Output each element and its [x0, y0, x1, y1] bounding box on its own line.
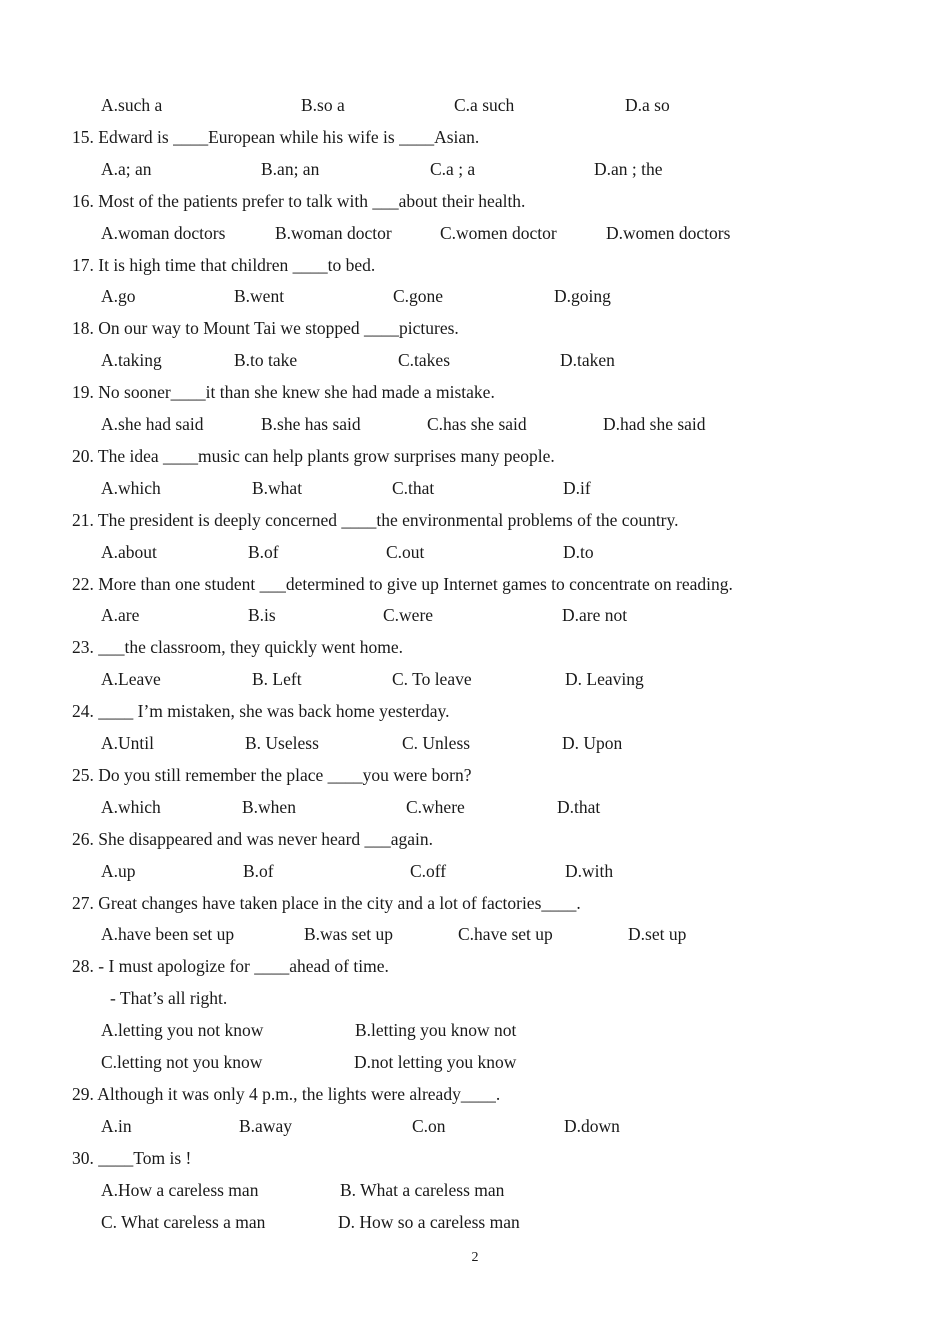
- answer-option: B.was set up: [304, 924, 393, 945]
- question-text: [0, 950, 950, 982]
- answer-option: C.off: [410, 860, 447, 881]
- answer-option: D.an ; the: [594, 158, 663, 179]
- question-text: [0, 568, 950, 600]
- options-row: [0, 153, 950, 185]
- question-stem: 16. Most of the patients prefer to talk with ___about their health.: [72, 190, 526, 211]
- answer-option: D.women doctors: [606, 222, 731, 243]
- options-row: [0, 663, 950, 695]
- answer-option: B.letting you know not: [355, 1020, 517, 1041]
- answer-option: A.in: [101, 1115, 132, 1136]
- question-stem: 15. Edward is ____European while his wife is ____Asian.: [72, 126, 480, 147]
- answer-option: D.taken: [560, 350, 615, 371]
- answer-option: C.letting not you know: [101, 1052, 263, 1072]
- page-number: 2: [471, 1250, 479, 1265]
- question-stem: 23. ___the classroom, they quickly went home.: [72, 637, 403, 658]
- answer-option: B. Left: [252, 669, 302, 690]
- answer-option: D. How so a careless man: [338, 1211, 520, 1232]
- answer-option: A.about: [101, 541, 157, 562]
- answer-option: B.she has said: [261, 414, 361, 434]
- answer-option: B.an; an: [261, 158, 320, 179]
- question-stem: 25. Do you still remember the place ____you were born?: [72, 764, 472, 785]
- question-text: [0, 1142, 950, 1174]
- answer-option: D.with: [565, 860, 614, 881]
- options-row: [0, 599, 950, 631]
- options-row: [0, 408, 950, 440]
- question-text: [0, 695, 950, 727]
- answer-option: A.letting you not know: [101, 1020, 264, 1041]
- question-stem: 22. More than one student ___determined to give up Internet games to concentrate on reading.: [72, 573, 733, 594]
- question-stem: 20. The idea ____music can help plants grow surprises many people.: [72, 445, 555, 466]
- answer-option: B. Useless: [245, 733, 319, 753]
- answer-option: C.on: [412, 1115, 446, 1136]
- answer-option: C. What careless a man: [101, 1211, 266, 1232]
- answer-option: C.takes: [398, 350, 451, 371]
- options-row: [0, 536, 950, 568]
- question-text: [0, 376, 950, 408]
- options-row: [0, 1110, 950, 1142]
- question-stem: 28. - I must apologize for ____ahead of time.: [72, 956, 389, 977]
- answer-option: A.taking: [101, 350, 162, 371]
- answer-option: A.a; an: [101, 158, 152, 179]
- question-stem: 18. On our way to Mount Tai we stopped ____pictures.: [72, 318, 459, 339]
- answer-option: D.if: [563, 477, 591, 498]
- options-row: [0, 1206, 950, 1238]
- answer-option: C.women doctor: [440, 222, 557, 243]
- answer-option: A.How a careless man: [101, 1179, 259, 1200]
- answer-option: C.where: [406, 796, 465, 817]
- answer-option: A.go: [101, 286, 136, 307]
- answer-option: B.of: [243, 860, 274, 881]
- answer-option: B.is: [248, 605, 276, 626]
- answer-option: C.that: [392, 477, 435, 498]
- answer-option: B.to take: [234, 350, 298, 371]
- question-text: [0, 1078, 950, 1110]
- options-row: [0, 217, 950, 249]
- answer-option: B.went: [234, 286, 285, 307]
- question-stem: 29. Although it was only 4 p.m., the lights were already____.: [72, 1083, 501, 1104]
- question-stem: 19. No sooner____it than she knew she had made a mistake.: [72, 382, 495, 403]
- answer-option: C.a ; a: [430, 158, 476, 179]
- options-row: [0, 727, 950, 759]
- answer-option: A.Until: [101, 733, 154, 753]
- question-text: [0, 440, 950, 472]
- answer-option: D.not letting you know: [354, 1052, 517, 1072]
- answer-option: C. Unless: [402, 733, 471, 753]
- answer-option: A.Leave: [101, 669, 161, 690]
- answer-option: C.has she said: [427, 414, 527, 434]
- options-row: [0, 280, 950, 312]
- answer-option: A.such a: [101, 95, 163, 115]
- options-row: [0, 791, 950, 823]
- answer-option: A.she had said: [101, 414, 204, 434]
- answer-option: D. Upon: [562, 733, 623, 753]
- answer-option: A.which: [101, 477, 161, 498]
- options-row: [0, 89, 950, 121]
- answer-option: B.what: [252, 477, 303, 498]
- question-stem: 24. ____ I’m mistaken, she was back home yesterday.: [72, 701, 450, 722]
- options-row: [0, 855, 950, 887]
- answer-option: C.have set up: [458, 924, 553, 945]
- answer-option: A.woman doctors: [101, 222, 226, 243]
- question-text: [0, 887, 950, 919]
- dialog-text: - That’s all right.: [110, 988, 228, 1009]
- options-row: [0, 1046, 950, 1078]
- answer-option: D.down: [564, 1115, 620, 1136]
- answer-option: A.up: [101, 860, 136, 881]
- question-stem: 17. It is high time that children ____to bed.: [72, 254, 376, 275]
- answer-option: A.which: [101, 796, 161, 817]
- answer-option: D.had she said: [603, 414, 706, 434]
- answer-option: B.of: [248, 541, 279, 562]
- answer-option: A.are: [101, 605, 140, 626]
- answer-option: B.woman doctor: [275, 222, 392, 243]
- answer-option: B.when: [242, 796, 296, 817]
- answer-option: D.going: [554, 286, 611, 307]
- question-text: [0, 504, 950, 536]
- answer-option: B.away: [239, 1115, 292, 1136]
- answer-option: D. Leaving: [565, 669, 644, 690]
- question-stem: 21. The president is deeply concerned ____the environmental problems of the country.: [72, 509, 679, 530]
- answer-option: A.have been set up: [101, 924, 235, 945]
- answer-option: B.so a: [301, 95, 345, 115]
- answer-option: C. To leave: [392, 669, 472, 690]
- answer-option: B. What a careless man: [340, 1179, 505, 1200]
- dialog-reply: [0, 982, 950, 1014]
- answer-option: C.were: [383, 605, 434, 626]
- options-row: [0, 1014, 950, 1046]
- options-row: [0, 1174, 950, 1206]
- question-text: [0, 121, 950, 153]
- answer-option: D.to: [563, 541, 594, 562]
- question-stem: 27. Great changes have taken place in the city and a lot of factories____.: [72, 892, 581, 913]
- question-text: [0, 185, 950, 217]
- question-text: [0, 631, 950, 663]
- answer-option: C.a such: [454, 95, 515, 115]
- answer-option: D.set up: [628, 924, 687, 945]
- question-text: [0, 823, 950, 855]
- answer-option: D.are not: [562, 605, 628, 626]
- question-stem: 26. She disappeared and was never heard ___again.: [72, 828, 434, 849]
- question-text: [0, 759, 950, 791]
- options-row: [0, 344, 950, 376]
- answer-option: D.that: [557, 796, 601, 817]
- answer-option: C.out: [386, 541, 425, 562]
- options-row: [0, 918, 950, 950]
- options-row: [0, 472, 950, 504]
- question-text: [0, 312, 950, 344]
- question-text: [0, 249, 950, 281]
- answer-option: C.gone: [393, 286, 444, 307]
- question-stem: 30. ____Tom is !: [72, 1147, 192, 1168]
- answer-option: D.a so: [625, 95, 670, 115]
